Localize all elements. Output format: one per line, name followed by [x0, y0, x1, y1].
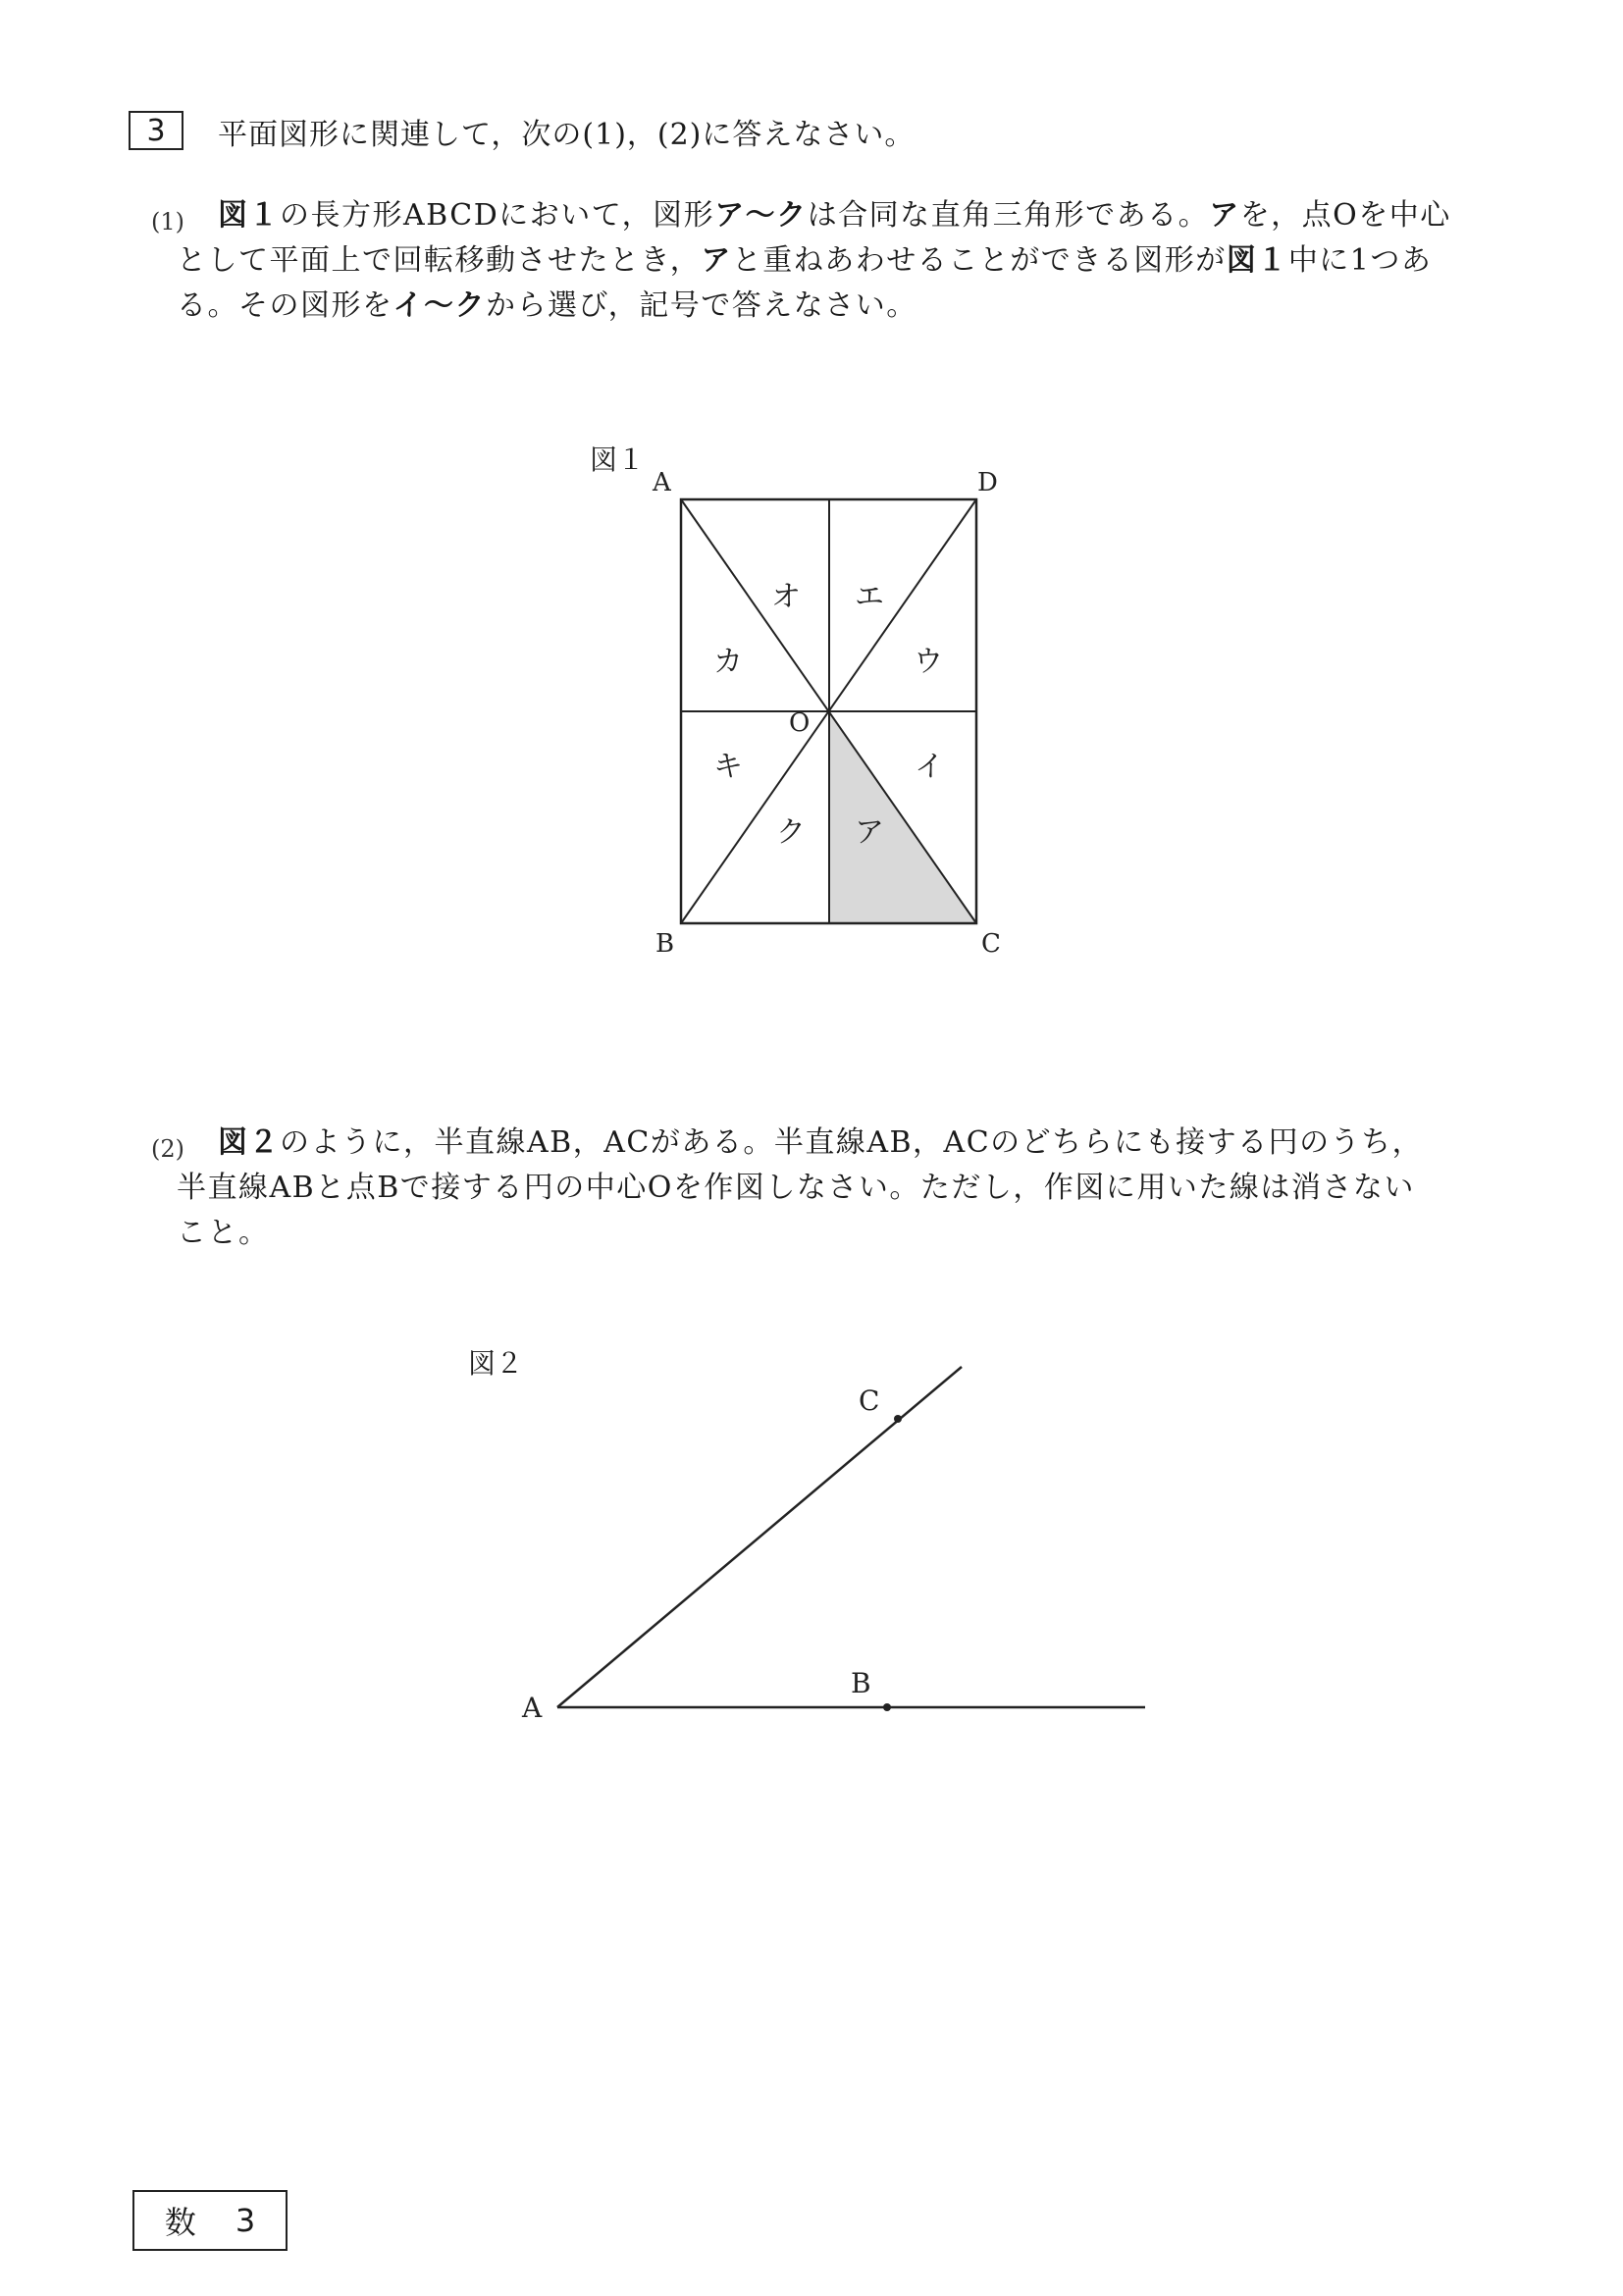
- figure2-title: 図２: [468, 1347, 524, 1380]
- figure1-title: 図１: [590, 444, 646, 476]
- figure1-diagram: [628, 451, 1021, 962]
- vertex-label-b: B: [655, 929, 675, 959]
- vertex-label-a: A: [653, 468, 671, 497]
- vertex-label-d: D: [977, 468, 998, 497]
- region-label-u: ウ: [914, 645, 943, 679]
- part1-text: る。その図形を: [177, 288, 393, 323]
- part1-text: から選び，記号で答えなさい。: [486, 288, 917, 323]
- fig1-ref: 図１: [1226, 243, 1288, 278]
- figure2-diagram: [510, 1354, 1158, 1727]
- region-label-a: ア: [855, 815, 884, 850]
- part1-line2: [177, 238, 1432, 284]
- part1-text: として平面上で回転移動させたとき，: [177, 243, 702, 278]
- point-c-dot: [894, 1415, 902, 1423]
- part1-text: 中に1つあ: [1287, 243, 1433, 278]
- subject-label: 数: [164, 2204, 196, 2241]
- region-label-ka: カ: [713, 645, 743, 679]
- part1-text: と重ねあわせることができる図形が: [731, 243, 1227, 278]
- part2-text: のように，半直線AB，ACがある。半直線AB，ACのどちらにも接する円のうち，: [280, 1125, 1424, 1160]
- vertex-label-c: C: [981, 929, 1001, 959]
- region-label-ku: ク: [776, 815, 806, 850]
- point-b-dot: [883, 1703, 891, 1711]
- question-intro: 平面図形に関連して，次の(1)，(2)に答えなさい。: [218, 118, 916, 152]
- part2-label: (2): [151, 1135, 184, 1163]
- figure-a-ref: ア: [701, 243, 732, 278]
- question-number-box: [129, 111, 183, 150]
- point-label-a: A: [522, 1692, 543, 1724]
- center-label-o: O: [789, 708, 811, 738]
- page-number: 3: [235, 2202, 256, 2239]
- fig2-ref: 図２: [218, 1125, 280, 1160]
- fig1-ref: 図１: [218, 198, 280, 233]
- part2-line3: こと。: [177, 1216, 270, 1250]
- part1-line1: [218, 193, 1451, 238]
- figure-a-ref: ア: [1209, 198, 1240, 233]
- region-label-ki: キ: [713, 750, 743, 784]
- figure-range: イ〜ク: [393, 288, 486, 323]
- point-label-b: B: [851, 1667, 871, 1699]
- part1-text: の長方形ABCDにおいて，図形: [280, 198, 715, 233]
- part1-text: を，点Oを中心: [1239, 198, 1451, 233]
- figure-range: ア〜ク: [714, 198, 808, 233]
- part2-line2: 半直線ABと点Bで接する円の中心Oを作図しなさい。ただし，作図に用いた線は消さない: [177, 1171, 1415, 1205]
- region-label-o: オ: [771, 580, 801, 614]
- part2-line1: [218, 1121, 1423, 1166]
- page-footer-box: [132, 2190, 288, 2251]
- part1-label: (1): [151, 208, 184, 235]
- region-label-i: イ: [915, 750, 944, 784]
- question-number: 3: [146, 113, 166, 148]
- part1-line3: [177, 284, 917, 329]
- region-label-e: エ: [855, 580, 884, 614]
- part1-text: は合同な直角三角形である。: [807, 198, 1210, 233]
- point-label-c: C: [859, 1384, 880, 1417]
